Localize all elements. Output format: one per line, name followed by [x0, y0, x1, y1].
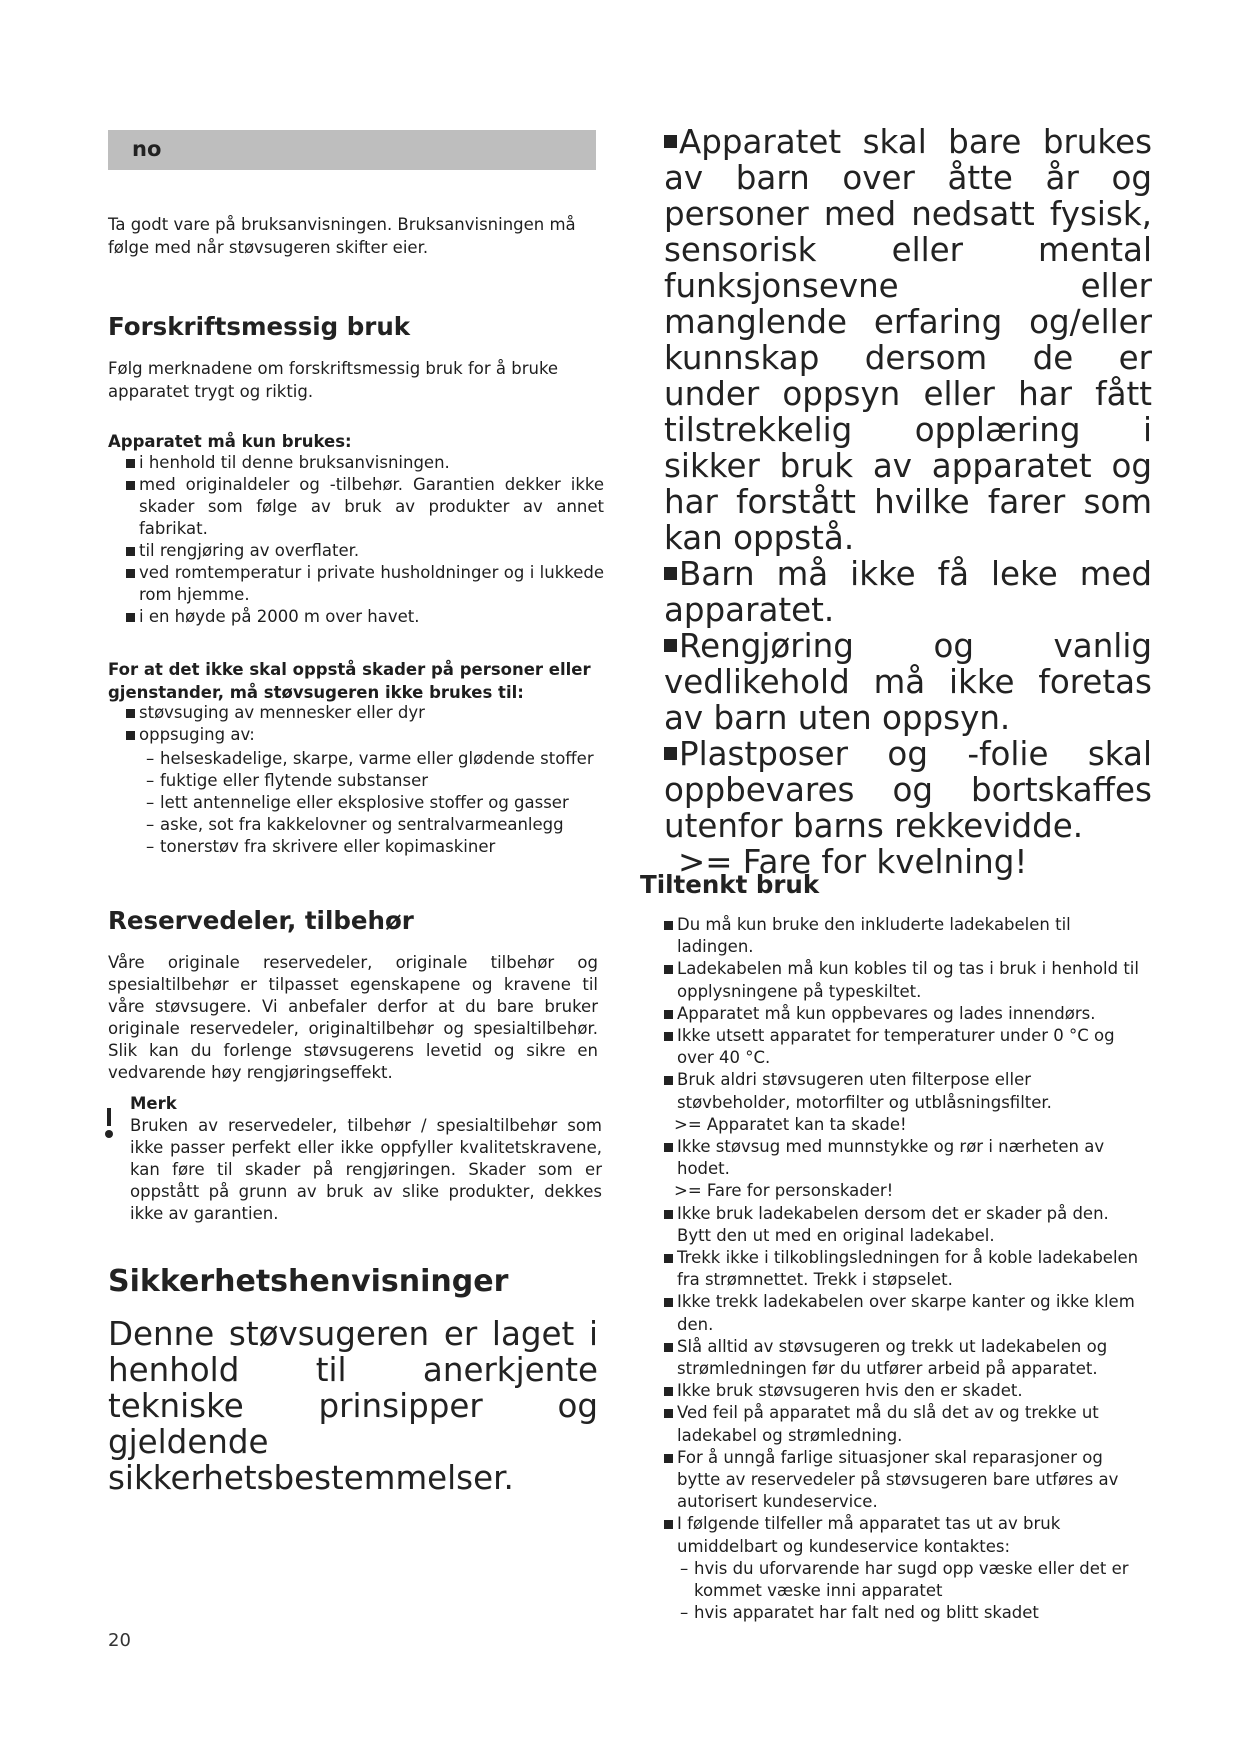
list-item: Rengjøring og vanlig vedlikehold må ikke foretas av barn uten oppsyn.	[664, 627, 1152, 737]
list-item: Plastposer og -folie skal oppbevares og bortskaffes utenfor barns rekkevidde.	[664, 735, 1152, 845]
sub-list-item: – tonerstøv fra skrivere eller kopimaskiner	[146, 837, 496, 856]
dont-list	[126, 702, 604, 746]
section-text-forskriftsmessig: Følg merknadene om forskriftsmessig bruk for å bruke apparatet trygt og riktig.	[108, 359, 559, 401]
list-item: Ved feil på apparatet må du slå det av og trekke ut ladekabel og strømledning.	[664, 1402, 1142, 1446]
sub-list	[664, 1558, 1142, 1625]
note-label: Merk	[130, 1094, 177, 1113]
list-item: Du må kun bruke den inkluderte ladekabelen til ladingen.	[664, 914, 1142, 958]
list-item: Ikke bruk ladekabelen dersom det er skader på den. Bytt den ut med en original ladekabel.	[664, 1203, 1142, 1247]
section-title-forskriftsmessig: Forskriftsmessig bruk	[108, 312, 411, 341]
list-item: i henhold til denne bruksanvisningen.	[126, 452, 604, 474]
list-item: Trekk ikke i tilkoblingsledningen for å koble ladekabelen fra strømnettet. Trekk i støpselet.	[664, 1247, 1142, 1291]
sub-list-item: – helseskadelige, skarpe, varme eller glødende stoffer	[146, 749, 594, 768]
list-item: Bruk aldri støvsugeren uten filterpose eller støvbeholder, motorfilter og utblåsningsfilter.	[664, 1069, 1142, 1113]
list-item: Apparatet skal bare brukes av barn over åtte år og personer med nedsatt fysisk, sensorisk eller mental funksjonsevne eller manglende erfaring og/eller kunnskap dersom de er under oppsyn eller har fått tilstrekkelig opplæring i sikker bruk av apparatet og har forstått hvilke farer som kan oppstå.	[664, 123, 1152, 557]
page-number: 20	[108, 1630, 131, 1651]
list-item: i en høyde på 2000 m over havet.	[126, 606, 604, 628]
list-item: Ikke støvsug med munnstykke og rør i nærheten av hodet.	[664, 1136, 1142, 1180]
list-item: For å unngå farlige situasjoner skal reparasjoner og bytte av reservedeler på støvsugeren bare utføres av autorisert kundeservice.	[664, 1447, 1142, 1514]
big-safety-list	[664, 124, 1152, 880]
language-bar	[108, 130, 596, 170]
intended-use-list	[664, 914, 1142, 1625]
section-text-reservedeler: Våre originale reservedeler, originale tilbehør og spesialtilbehør er tilpasset egenskapene og kravene til våre støvsugere. Vi anbefaler derfor at du bare bruker originale reservedeler, originaltilbehør og spesialtilbehør. Slik kan du forlenge støvsugerens levetid og sikre en vedvarende høy rengjøringseffekt.	[108, 953, 598, 1082]
warning-line: >= Apparatet kan ta skade!	[674, 1114, 907, 1134]
section-title-tiltenkt: Tiltenkt bruk	[640, 870, 820, 899]
sub-list-item: – fuktige eller flytende substanser	[146, 771, 429, 790]
section-title-reservedeler: Reservedeler, tilbehør	[108, 906, 414, 935]
list-item: Ikke trekk ladekabelen over skarpe kanter og ikke klem den.	[664, 1291, 1142, 1335]
sub-list-item: – lett antennelige eller eksplosive stoffer og gasser	[146, 793, 569, 812]
list-item: Barn må ikke få leke med apparatet.	[664, 555, 1152, 629]
list-item: Ikke utsett apparatet for temperaturer under 0 °C og over 40 °C.	[664, 1025, 1142, 1069]
list-item: støvsuging av mennesker eller dyr	[126, 702, 604, 724]
sub-list-item: – aske, sot fra kakkelovner og sentralvarmeanlegg	[146, 815, 564, 834]
list-item: ved romtemperatur i private husholdninger og i lukkede rom hjemme.	[126, 562, 604, 606]
sub-list-item: – hvis du uforvarende har sugd opp væske eller det er kommet væske inni apparatet	[680, 1558, 1129, 1601]
note-text: Bruken av reservedeler, tilbehør / spesialtilbehør som ikke passer perfekt eller ikke oppfyller kvalitetskravene, kan føre til skader på rengjøringen. Skader som er oppstått på grunn av bruk av slike produkter, dekkes ikke av garantien.	[130, 1116, 602, 1223]
warning-line: >= Fare for personskader!	[674, 1181, 894, 1201]
list-item: Ladekabelen må kun kobles til og tas i bruk i henhold til opplysningene på typeskiltet.	[664, 958, 1142, 1002]
sub-list-item: – hvis apparatet har falt ned og blitt skadet	[680, 1603, 1039, 1623]
language-code: no	[132, 137, 162, 161]
list-item: I følgende tilfeller må apparatet tas ut av bruk umiddelbart og kundeservice kontaktes:	[664, 1513, 1142, 1557]
list-item: Ikke bruk støvsugeren hvis den er skadet.	[664, 1380, 1142, 1402]
list-item: med originaldeler og -tilbehør. Garantien dekker ikke skader som følge av bruk av produkter av annet fabrikat.	[126, 474, 604, 540]
dont-heading: For at det ikke skal oppstå skader på personer eller gjenstander, må støvsugeren ikke brukes til:	[108, 660, 591, 702]
safety-statement: Denne støvsugeren er laget i henhold til anerkjente tekniske prinsipper og gjeldende sikkerhetsbestemmelser.	[108, 1315, 598, 1497]
list-item: Slå alltid av støvsugeren og trekk ut ladekabelen og strømledningen før du utfører arbeid på apparatet.	[664, 1336, 1142, 1380]
use-heading: Apparatet må kun brukes:	[108, 432, 352, 451]
exclamation-icon	[102, 1108, 116, 1140]
list-item: oppsuging av:	[126, 724, 604, 746]
intro-text: Ta godt vare på bruksanvisningen. Bruksanvisningen må følge med når støvsugeren skifter eier.	[108, 215, 576, 257]
section-title-sikkerhet: Sikkerhetshenvisninger	[108, 1264, 509, 1299]
dont-sublist	[146, 748, 594, 858]
list-item: til rengjøring av overflater.	[126, 540, 604, 562]
use-list	[126, 452, 604, 628]
list-item: Apparatet må kun oppbevares og lades innendørs.	[664, 1003, 1142, 1025]
warning-suffocation: >= Fare for kvelning!	[678, 843, 1028, 881]
